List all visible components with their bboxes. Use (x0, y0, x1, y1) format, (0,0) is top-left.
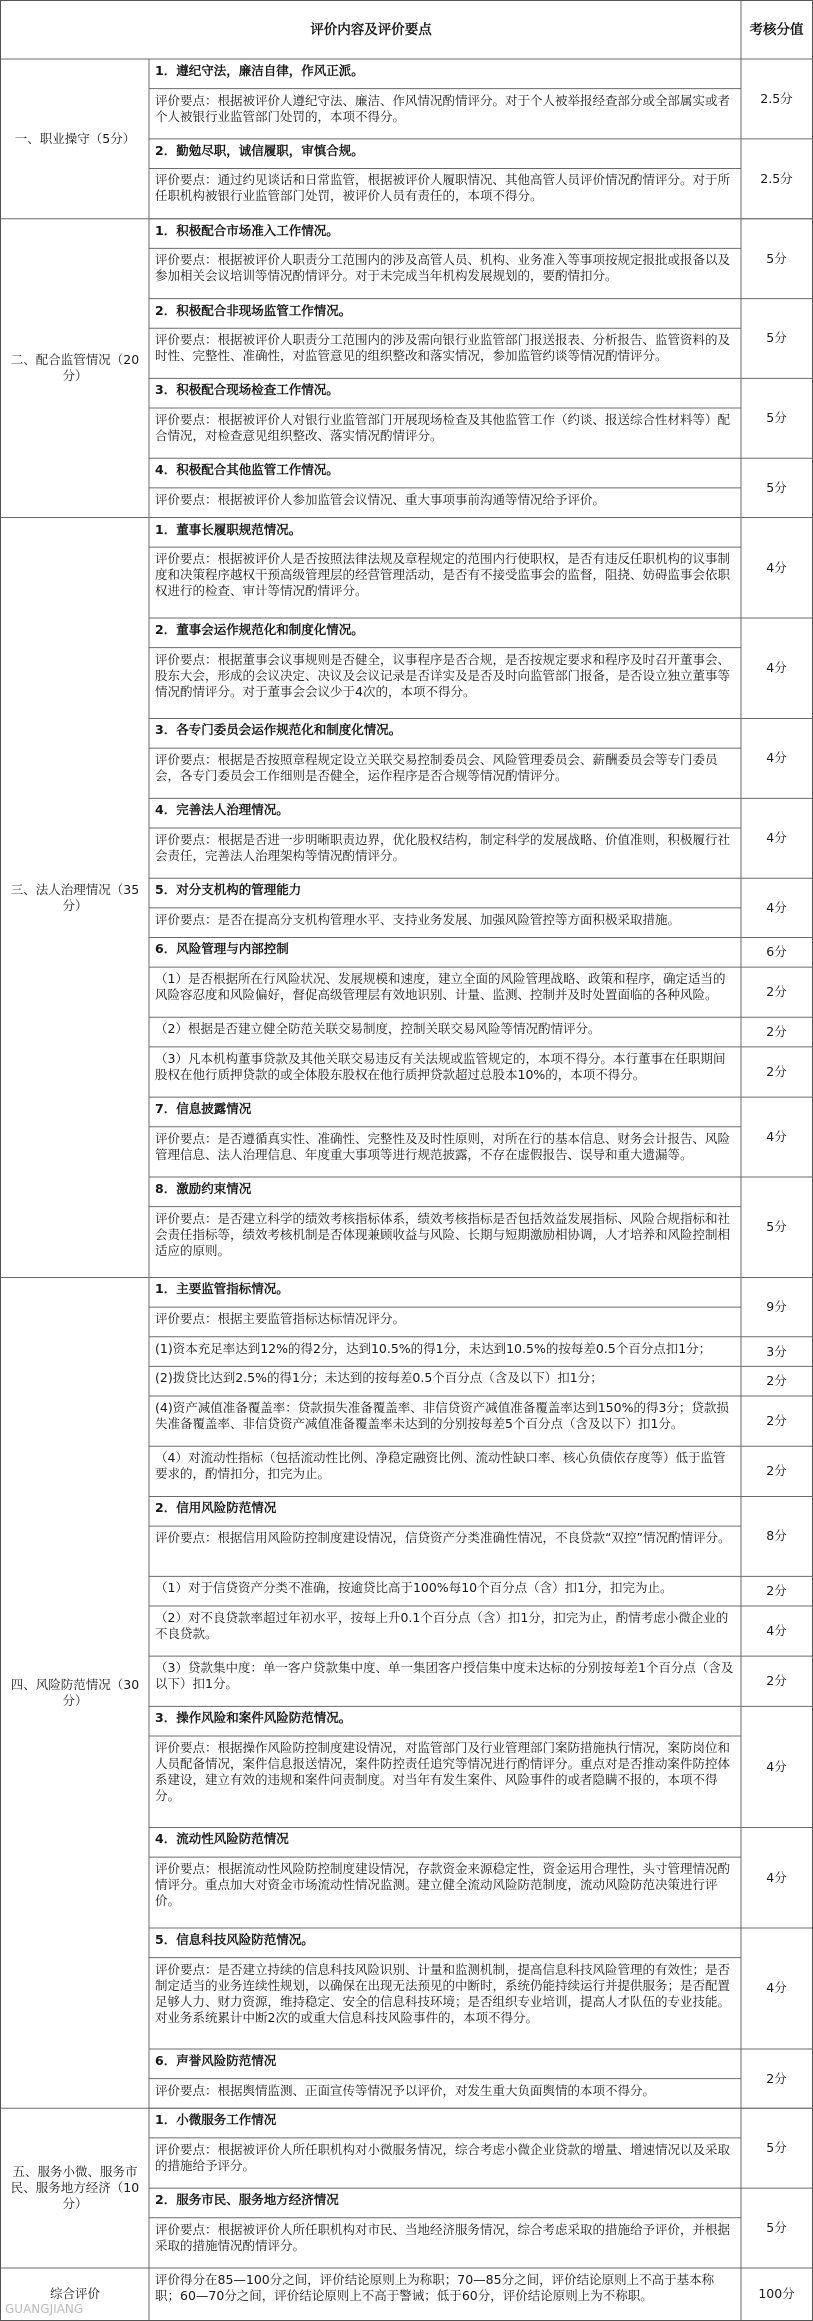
score-cell: 4分 (766, 1758, 787, 1774)
item-heading: 2．信用风险防范情况 (155, 1500, 277, 1516)
score-cell: 3分 (766, 1343, 787, 1359)
score-cell: 4分 (766, 660, 787, 676)
item-text: (4)资产减值准备覆盖率：贷款损失准备覆盖率、非信贷资产减值准备覆盖率达到150%的得3分；贷款损失准备覆盖率、非信贷资产减值准备覆盖率未达到的分别按每差5个百分点（含及以下）扣1分。 (155, 1399, 729, 1431)
item-heading: 1．遵纪守法，廉洁自律，作风正派。 (155, 63, 364, 78)
category-label: 二、配合监管情况（20分） (10, 352, 140, 384)
item-text: 评价要点：根据信用风险防控制度建设情况，信贷资产分类准确性情况，不良贷款“双控”情况酌情评分。 (155, 1530, 731, 1546)
item-heading: 4．流动性风险防范情况 (155, 1831, 289, 1847)
item-heading: 2．董事会运作规范化和制度化情况。 (155, 622, 364, 637)
item-text: 评价要点：根据主要监管指标达标情况评分。 (155, 1311, 406, 1327)
item-text: 评价要点：根据被评价人遵纪守法、廉洁、作风情况酌情评分。对于个人被举报经查部分或全部属实或者个人被银行业监管部门处罚的，本项不得分。 (155, 92, 731, 124)
score-cell: 5分 (766, 250, 787, 266)
score-cell: 4分 (766, 1869, 787, 1885)
item-text: 评价要点：是否在提高分支机构管理水平、支持业务发展、加强风险管控等方面积极采取措施。 (155, 911, 681, 927)
item-heading: 3．各专门委员会运作规范化和制度化情况。 (155, 722, 402, 738)
score-cell: 2.5分 (760, 170, 793, 186)
item-text: （3）凡本机构董事贷款及其他关联交易违反有关法规或监管规定的，本项不得分。本行董事在任职期间股权在他行质押贷款的或全体股东股权在他行质押贷款超过总股本10%的，本项不得分。 (155, 1050, 726, 1082)
item-text: 评价要点：是否遵循真实性、准确性、完整性及及时性原则，对所在行的基本信息、财务会计报告、风险管理信息、法人治理信息、年度重大事项等进行规范披露，不存在虚假报告、误导和重大遗漏等。 (155, 1130, 731, 1162)
category-label: 五、服务小微、服务市民、服务地方经济（10分） (10, 2164, 140, 2212)
item-text: （2）根据是否建立健全防范关联交易制度，控制关联交易风险等情况酌情评分。 (155, 1021, 601, 1037)
item-heading: 2．服务市民、服务地方经济情况 (155, 2192, 339, 2208)
score-cell: 5分 (766, 2140, 787, 2156)
item-heading: 4．积极配合其他监管工作情况。 (155, 462, 339, 478)
item-text: 评价要点：是否建立科学的绩效考核指标体系，绩效考核指标是否包括效益发展指标、风险合规指标和社会责任指标等，绩效考核机制是否体现兼顾收益与风险、长期与短期激励相协调，人才培养和风险控制相适应的原则。 (155, 1210, 731, 1258)
item-text: 评价要点：根据被评价人对银行业监管部门开展现场检查及其他监管工作（约谈、报送综合性材料等）配合情况，对检查意见组织整改、落实情况酌情评分。 (155, 412, 731, 444)
item-heading: 2．积极配合非现场监管工作情况。 (155, 302, 352, 318)
score-cell: 2分 (766, 1413, 787, 1429)
item-text: 评价要点：根据是否进一步明晰职责边界，优化股权结构，制定科学的发展战略、价值准则，积极履行社会责任，完善法人治理架构等情况酌情评分。 (155, 831, 731, 863)
column-header-score: 考核分值 (749, 22, 804, 38)
item-text: 评价要点：根据董事会议事规则是否健全，议事程序是否合规，是否按规定要求和程序及时召开董事会、股东大会，形成的会议决定、决议及会议记录是否详实及是否及时向监管部门报备，是否设立独立董事等情况酌情评分。对于董事会会议少于4次的，本项不得分。 (155, 651, 731, 699)
item-text: 评价要点：根据流动性风险防控制度建设情况，存款资金来源稳定性，资金运用合理性，头寸管理情况酌情评分。重点加大对资金市场流动性情况监测。建立健全流动风险防范制度，流动风险防范决策进行评价。 (155, 1861, 731, 1909)
score-cell: 2分 (766, 2070, 787, 2086)
item-text: （3）贷款集中度：单一客户贷款集中度、单一集团客户授信集中度未达标的分别按每差1个百分点（含及以下）扣1分。 (155, 1660, 734, 1692)
item-text: 评价要点：根据是否按照章程规定设立关联交易控制委员会、风险管理委员会、薪酬委员会等专门委员会，各专门委员会工作细则是否健全，运作程序是否合规等情况酌情评分。 (155, 752, 718, 784)
item-text: 评价要点：通过约见谈话和日常监管，根据被评价人履职情况、其他高管人员评价情况酌情评分。对于所任职机构被银行业监管部门处罚，被评价人员有责任的，本项不得分。 (155, 172, 731, 204)
item-heading: 5．对分支机构的管理能力 (155, 882, 302, 898)
score-cell: 4分 (766, 830, 787, 846)
score-cell: 4分 (766, 1980, 787, 1996)
score-cell: 5分 (766, 2220, 787, 2236)
item-text: （1）对于信贷资产分类不准确，按逾贷比高于100%每10个百分点（含）扣1分，扣完为止。 (155, 1580, 673, 1596)
item-text: 评价要点：根据被评价人参加监管会议情况、重大事项事前沟通等情况给予评价。 (155, 491, 606, 507)
item-heading: 7．信息披露情况 (155, 1101, 252, 1117)
item-heading: 6．风险管理与内部控制 (155, 941, 289, 957)
score-cell: 6分 (766, 944, 787, 960)
item-text: （1）是否根据所在行风险状况、发展规模和速度，建立全面的风险管理战略、政策和程序，确定适当的风险容忍度和风险偏好，督促高级管理层有效地识别、计量、监测、控制并及时处置面临的各种风险。 (155, 971, 726, 1003)
column-header-content: 评价内容及评价要点 (310, 22, 432, 38)
item-text: 评价要点：根据被评价人职责分工范围内的涉及需向银行业监管部门报送报表、分析报告、监管资料的及时性、完整性、准确性，对监管意见的组织整改和落实情况，参加监管约谈等情况酌情评分。 (155, 332, 731, 364)
item-text: （4）对流动性指标（包括流动性比例、净稳定融资比例、流动性缺口率、核心负债依存度等）低于监管要求的，酌情扣分，扣完为止。 (155, 1450, 726, 1482)
watermark-text: GUANGJIANG (5, 2302, 84, 2316)
score-cell: 2分 (766, 1583, 787, 1599)
item-heading: 8．激励约束情况 (155, 1181, 252, 1197)
score-cell: 2分 (766, 1673, 787, 1689)
footer-text: 评价得分在85—100分之间，评价结论原则上为称职；70—85分之间，评价结论原则上不高于基本称职；60—70分之间，评价结论原则上不高于警诫；低于60分，评价结论原则上为不称职。 (155, 2272, 715, 2303)
item-heading: 2．勤勉尽职，诚信履职，审慎合规。 (155, 142, 364, 158)
item-heading: 1．董事长履职规范情况。 (155, 521, 302, 537)
item-heading: 1．主要监管指标情况。 (155, 1281, 289, 1297)
score-cell: 4分 (766, 750, 787, 766)
item-text: 评价要点：根据被评价人是否按照法律法规及章程规定的范围内行使职权，是否有违反任职机构的议事制度和决策程序越权干预高级管理层的经营管理活动，是否有不接受监事会的监督，阻挠、妨碍监事会依职权进行的检查、审计等情况酌情评分。 (155, 551, 731, 599)
category-label: 三、法人治理情况（35分） (10, 881, 140, 913)
score-cell: 2分 (766, 984, 787, 1000)
item-heading: 1．小微服务工作情况 (155, 2112, 277, 2128)
item-heading: 3．积极配合现场检查工作情况。 (155, 382, 339, 398)
item-text: 评价要点：根据操作风险防控制度建设情况，对监管部门及行业管理部门案防措施执行情况，案防岗位和人员配备情况，案件信息报送情况，案件防控责任追究等情况进行酌情评分。重点对是否推动案件防控体系建设，建立有效的违规和案件问责制度。对当年有发生案件、风险事件的或者隐瞒不报的，本项不得分。 (155, 1740, 731, 1804)
category-label: 四、风险防范情况（30分） (10, 1676, 140, 1708)
footer-label: 综合评价 (49, 2286, 100, 2301)
item-text: 评价要点：根据被评价人所任职机构对市民、当地经济服务情况，综合考虑采取的措施给予评价，并根据采取的措施情况酌情评分。 (155, 2221, 731, 2253)
score-cell: 2分 (766, 1064, 787, 1080)
score-cell: 4分 (766, 1129, 787, 1145)
item-heading: 6．声誉风险防范情况 (155, 2053, 277, 2069)
category-label: 一、职业操守（5分） (14, 130, 136, 146)
item-text: 评价要点：根据舆情监测、正面宣传等情况予以评价，对发生重大负面舆情的本项不得分。 (155, 2082, 656, 2098)
score-cell: 2.5分 (760, 90, 793, 106)
score-cell: 2分 (766, 1463, 787, 1479)
score-cell: 4分 (766, 899, 787, 915)
item-heading: 1．积极配合市场准入工作情况。 (155, 222, 339, 238)
score-cell: 5分 (766, 410, 787, 426)
item-heading: 4．完善法人治理情况。 (155, 802, 289, 818)
score-cell: 9分 (766, 1299, 787, 1315)
item-text: (1)资本充足率达到12%的得2分，达到10.5%的得1分，未达到10.5%的按每差0.5个百分点扣1分； (155, 1340, 712, 1356)
score-cell: 5分 (766, 1219, 787, 1235)
score-cell: 5分 (766, 330, 787, 346)
score-cell: 5分 (766, 479, 787, 495)
score-cell: 8分 (766, 1528, 787, 1544)
item-text: (2)拨贷比达到2.5%的得1分；未达到的按每差0.5个百分点（含及以下）扣1分； (155, 1370, 603, 1386)
score-cell: 2分 (766, 1024, 787, 1040)
item-text: 评价要点：根据被评价人职责分工范围内的涉及高管人员、机构、业务准入等事项按规定报批或报备以及参加相关会议培训等情况酌情评分。对于未完成当年机构发展规划的，要酌情扣分。 (155, 252, 731, 284)
item-text: （2）对不良贷款率超过年初水平，按每上升0.1个百分点（含）扣1分，扣完为止，酌情考虑小微企业的不良贷款。 (155, 1609, 729, 1641)
item-text: 评价要点：根据被评价人所任职机构对小微服务情况，综合考虑小微企业贷款的增量、增速情况以及采取的措施给予评分。 (155, 2141, 731, 2173)
item-text: 评价要点：是否建立持续的信息科技风险识别、计量和监测机制，提高信息科技风险管理的有效性；是否制定适当的业务连续性规划，以确保在出现无法预见的中断时，系统仍能持续运行并提供服务；是否配置足够人力、财力资源，维持稳定、安全的信息科技环境；是否组织专业培训，提高人才队伍的专业技能。对业务系统累计中断2次的或重大信息科技风险事件的，本项不得分。 (155, 1961, 731, 2025)
score-cell: 2分 (766, 1373, 787, 1389)
item-heading: 3．操作风险和案件风险防范情况。 (155, 1710, 352, 1726)
item-heading: 5．信息科技风险防范情况。 (155, 1931, 314, 1947)
footer-score: 100分 (758, 2286, 795, 2301)
score-cell: 4分 (766, 1623, 787, 1639)
score-cell: 4分 (766, 559, 787, 575)
